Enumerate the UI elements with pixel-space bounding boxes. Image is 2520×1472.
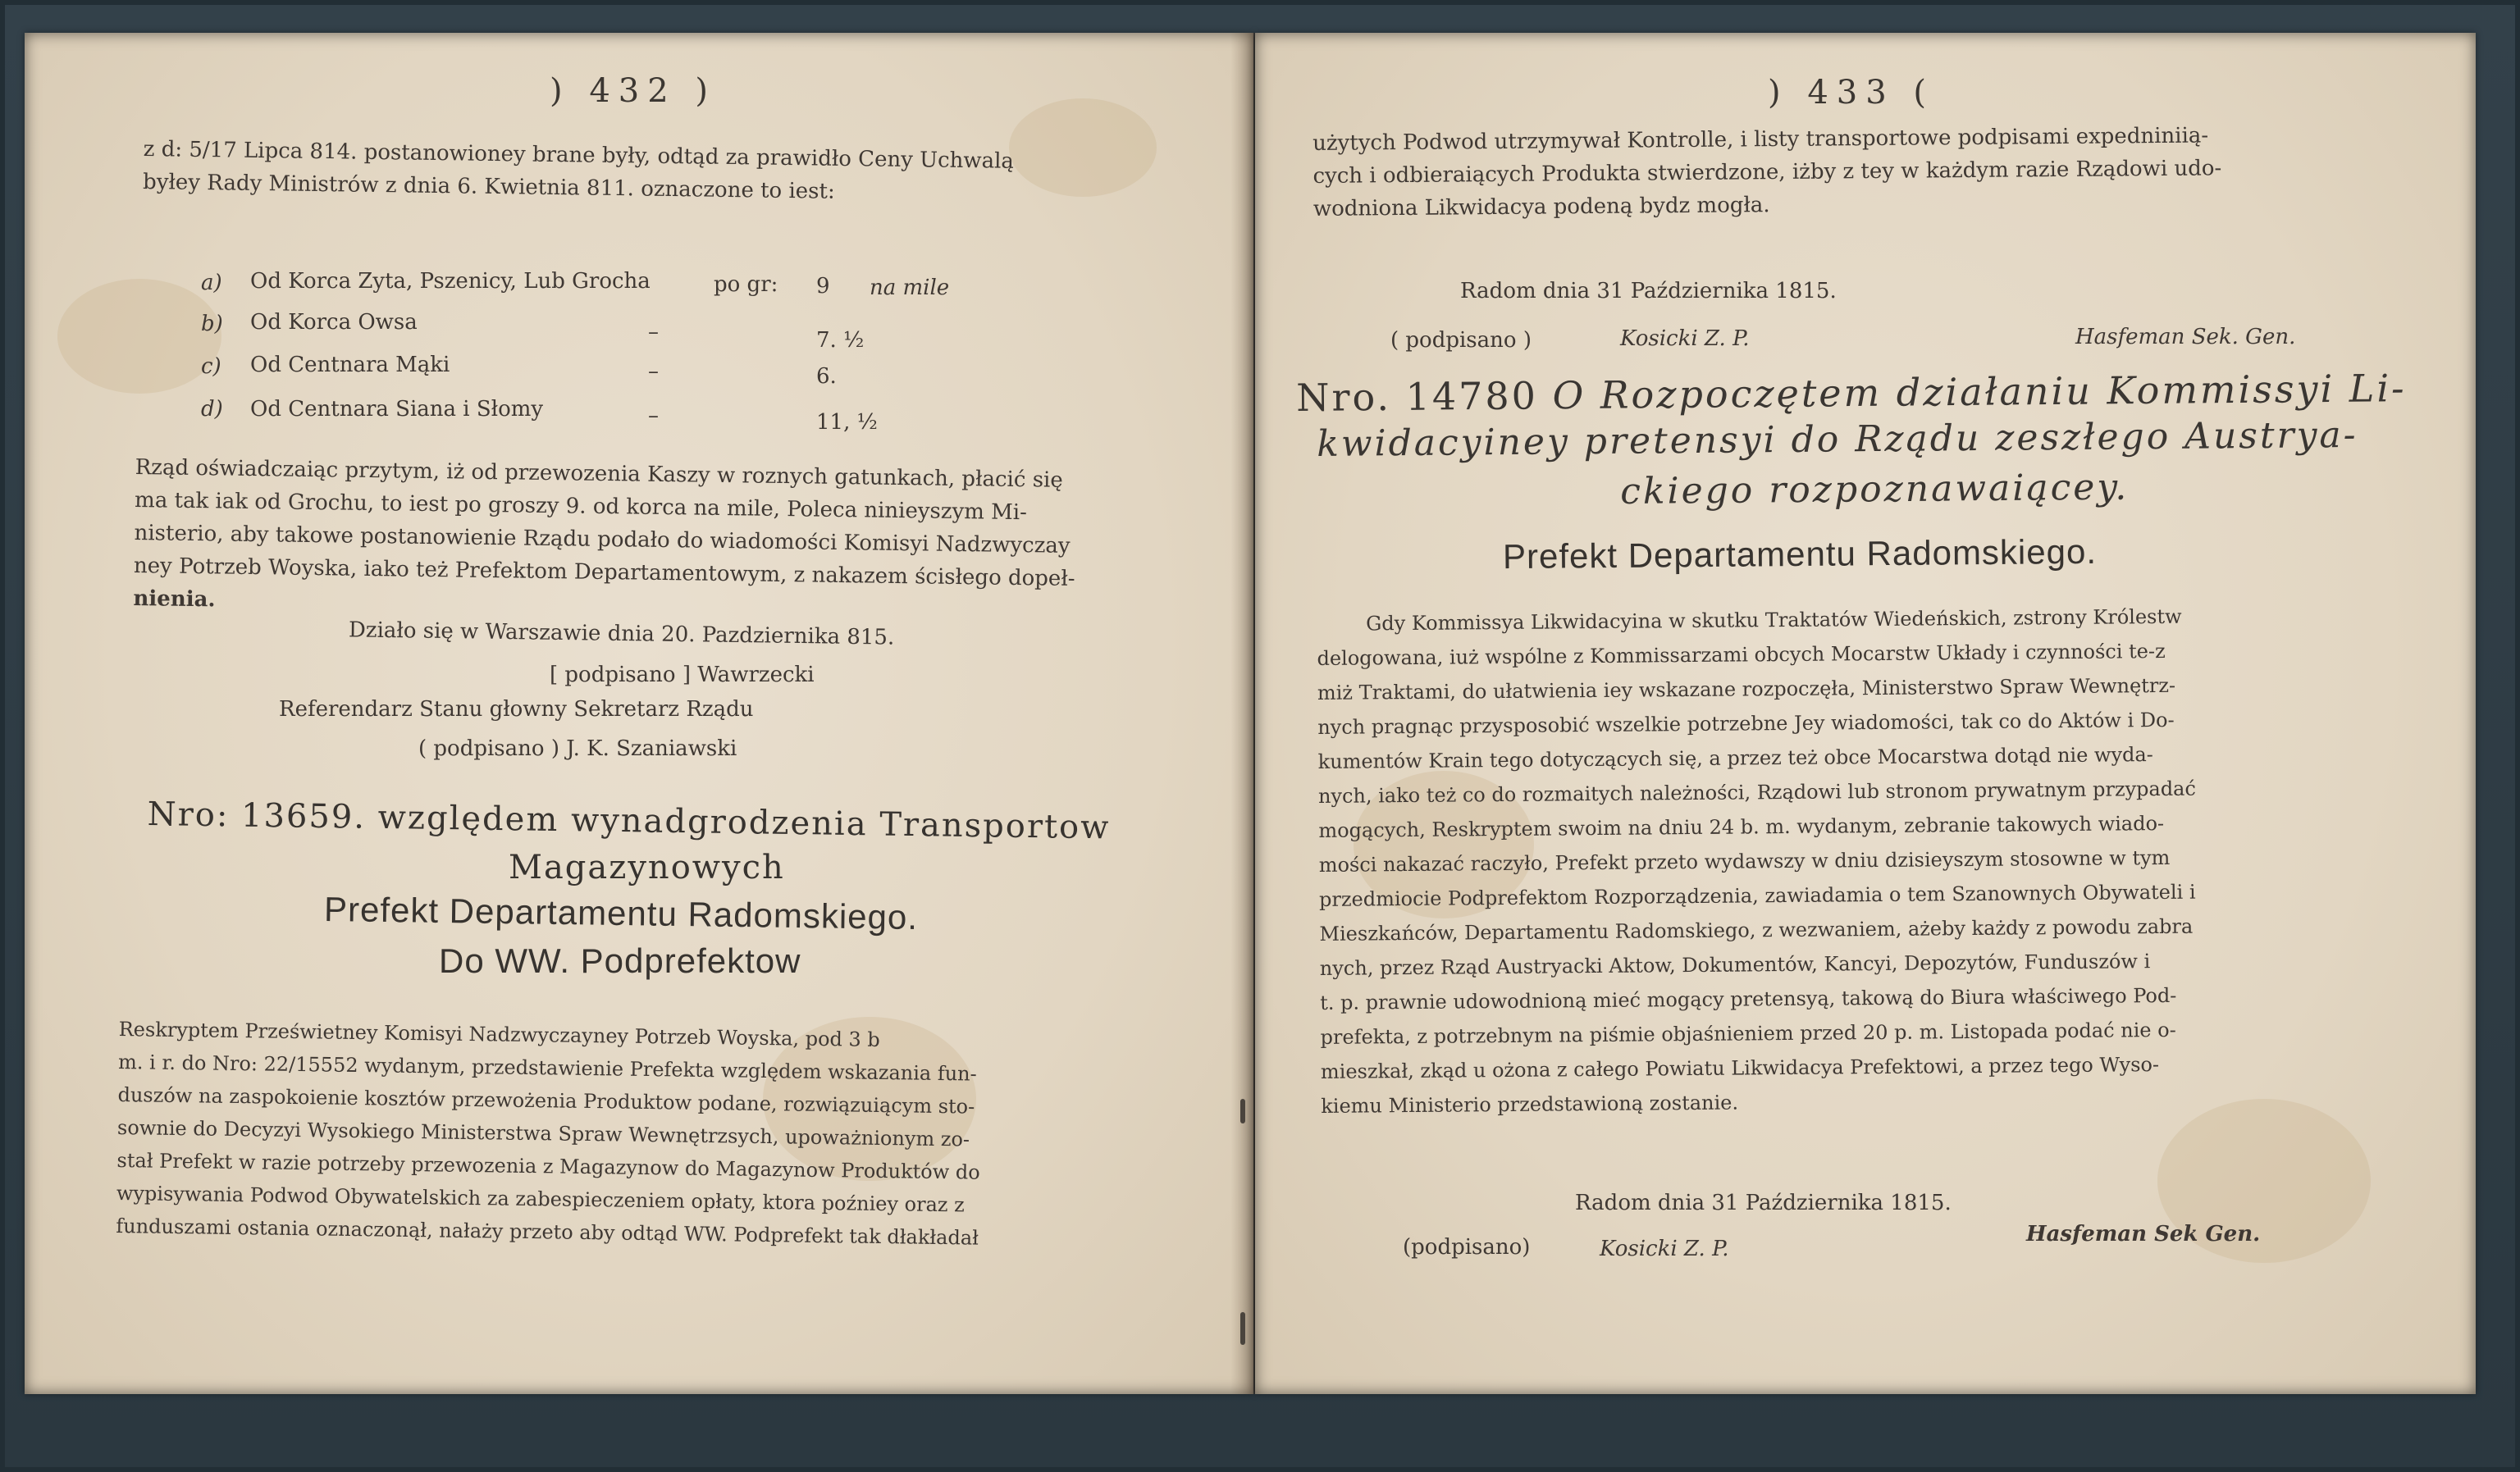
signed-label: ( podpisano ): [1390, 328, 1532, 353]
signature-line: [ podpisano ] Wawrzecki: [550, 663, 815, 687]
decree-line: stał Prefekt w razie potrzeby przewozenia z Magazynow do Magazynow Produktów do: [116, 1148, 980, 1184]
secretary-name: Hasfeman Sek. Gen.: [2075, 325, 2296, 349]
list-item: Od Centnara Siana i Słomy: [250, 397, 544, 422]
intro-line: użytych Podwod utrzymywał Kontrolle, i listy transportowe podpisami expedniniią-: [1312, 123, 2209, 156]
decree-line: funduszami ostania oznaczonął, nałaży przeto aby odtąd WW. Podprefekt tak dłakładał: [116, 1214, 979, 1250]
body-line: mogących, Reskryptem swoim na dniu 24 b. m. wydanym, zebranie takowych wiado-: [1318, 811, 2165, 842]
decree-line: nisterio, aby takowe postanowienie Rządu podało do wiadomości Komisyi Nadzwyczay: [134, 520, 1071, 558]
body-line: mości nakazać raczyło, Prefekt przeto wydawszy w dniu dzisieyszym stosowne w tym: [1318, 845, 2171, 877]
section-heading: [147, 795, 1110, 846]
decree-line: wypisywania Podwod Obywatelskich za zabespieczeniem opłaty, ktora poźniey oraz z: [116, 1181, 965, 1217]
decree-line: Reskryptem Prześwietney Komisyi Nadzwyczayney Potrzeb Woyska, pod 3 b: [118, 1017, 880, 1051]
decree-line: duszów na zaspokoienie kosztów przewożenia Produktow podane, rozwiązuiącym sto-: [117, 1082, 975, 1119]
signer-name: Kosicki Z. P.: [1620, 326, 1750, 351]
body-line: delogowana, iuż wspólne z Kommissarzami obcych Mocarstw Układy i czynności te-z: [1317, 639, 2166, 670]
heading-number: Nro: 13659.: [147, 795, 367, 836]
heading-continuation: Magazynowych: [509, 849, 785, 886]
second-decree: [116, 1013, 982, 1255]
heading-continuation: ckiego rozpoznawaiącey.: [1620, 466, 2130, 513]
body-line: nych, iako też co do rozmaitych należności, Rządowi lub stronom prywatnym przypadać: [1317, 777, 2196, 808]
body-line: kiemu Ministerio przedstawioną zostanie.: [1321, 1091, 1739, 1118]
list-unit: po gr:: [714, 272, 778, 297]
decree-line: nienia.: [133, 586, 216, 613]
body-line: przedmiocie Podprefektom Rozporządzenia, zawiadamia o tem Szanownych Obywateli i: [1318, 880, 2196, 911]
intro-paragraph: [1312, 119, 2222, 226]
body-line: nych pragnąc przysposobić wszelkie potrzebne Jey wiadomości, tak co do Aktów i Do-: [1317, 708, 2175, 739]
intro-line: byłey Rady Ministrów z dnia 6. Kwietnia 811. oznaczone to iest:: [142, 169, 835, 204]
decree-line: m. i r. do Nro: 22/15552 wydanym, przedstawienie Prefekta względem wskazania fun-: [117, 1050, 977, 1086]
body-line: Gdy Kommissya Likwidacyina w skutku Traktatów Wiedeńskich, zstrony Królestw: [1366, 604, 2182, 636]
section-heading: [1296, 366, 2407, 420]
list-item: Od Korca Zyta, Pszenicy, Lub Grocha: [250, 269, 651, 294]
decree-line: ney Potrzeb Woyska, iako też Prefektom Departamentowym, z nakazem ścisłego dopeł-: [133, 553, 1075, 592]
signed-label: (podpisano): [1403, 1235, 1531, 1260]
list-unit: –: [648, 320, 659, 344]
list-letter: b): [201, 312, 223, 336]
left-page: [25, 33, 1253, 1394]
heading-continuation: kwidacyiney pretensyi do Rządu zeszłego Austrya-: [1317, 413, 2358, 465]
decree-line: ma tak iak od Grochu, to iest po groszy 9. od korca na mile, Poleca ninieyszym Mi-: [134, 487, 1028, 526]
intro-line: cych i odbieraiących Produkta stwierdzone, iżby z tey w każdym razie Rządowi udo-: [1312, 156, 2222, 189]
closing-date: Radom dnia 31 Października 1815.: [1575, 1191, 1952, 1215]
dated-line: Działo się w Warszawie dnia 20. Pazdziernika 815.: [348, 618, 895, 650]
signer-name: Kosicki Z. P.: [1600, 1237, 1729, 1261]
intro-paragraph: [143, 133, 1014, 211]
list-suffix: na mile: [870, 276, 950, 300]
main-paragraph: [1317, 599, 2198, 1123]
list-letter: a): [201, 271, 222, 295]
addressee-heading: Do WW. Podprefektow: [439, 941, 801, 980]
body-line: miż Traktami, do ułatwienia iey wskazane rozpoczęła, Ministerstwo Spraw Wewnętrz-: [1317, 673, 2176, 704]
secretary-name: Hasfeman Sek Gen.: [2026, 1222, 2261, 1246]
spine-mark: [1240, 1312, 1245, 1345]
list-letter: c): [201, 354, 221, 379]
list-unit: –: [648, 403, 659, 428]
body-line: Mieszkańców, Departamentu Radomskiego, z wezwaniem, ażeby każdy z powodu zabra: [1319, 914, 2194, 946]
decree-paragraph: [133, 451, 1076, 628]
body-line: nych, przez Rząd Austryacki Aktow, Dokumentów, Kancyi, Depozytów, Funduszów i: [1319, 950, 2151, 980]
heading-text: O Rozpoczętem działaniu Kommissyi Li-: [1552, 366, 2407, 418]
spine-mark: [1240, 1099, 1245, 1123]
page-number: ) 432 ): [550, 72, 716, 110]
list-value: 6.: [816, 364, 837, 389]
right-page: [1255, 33, 2476, 1394]
signature-line-2: ( podpisano ) J. K. Szaniawski: [418, 736, 737, 761]
referendary-line: Referendarz Stanu głowny Sekretarz Rządu: [279, 697, 754, 722]
intro-line: wodniona Likwidacya podeną bydz mogła.: [1312, 193, 1770, 221]
list-item: Od Korca Owsa: [250, 310, 418, 335]
body-line: t. p. prawnie udowodnioną mieć mogący pretensyą, takową do Biura właściwego Pod-: [1320, 983, 2177, 1014]
list-letter: d): [201, 397, 223, 422]
dated-line: Radom dnia 31 Października 1815.: [1460, 279, 1837, 303]
intro-line: z d: 5/17 Lipca 814. postanowioney brane były, odtąd za prawidło Ceny Uchwalą: [143, 136, 1015, 174]
body-line: prefekta, z potrzebnym na piśmie objaśnieniem przed 20 p. m. Listopada podać nie o-: [1320, 1018, 2176, 1049]
heading-text: względem wynadgrodzenia Transportow: [377, 798, 1111, 847]
body-line: mieszkał, zkąd u ożona z całego Powiatu Likwidacya Prefektowi, a przez tego Wyso-: [1320, 1053, 2160, 1083]
list-item: Od Centnara Mąki: [250, 353, 450, 377]
list-value: 7. ½: [816, 328, 865, 353]
decree-line: Rząd oświadczaiąc przytym, iż od przewozenia Kaszy w roznych gatunkach, płacić się: [135, 454, 1063, 493]
list-value: 11, ½: [816, 410, 878, 435]
prefekt-heading: Prefekt Departamentu Radomskiego.: [1502, 531, 2098, 576]
prefekt-heading: Prefekt Departamentu Radomskiego.: [323, 889, 919, 937]
list-value: 9: [816, 274, 830, 299]
list-unit: –: [648, 359, 659, 384]
page-number: ) 433 (: [1768, 74, 1934, 112]
body-line: kumentów Krain tego dotyczących się, a przez też obce Mocarstwa dotąd nie wyda-: [1317, 743, 2153, 773]
heading-number: Nro. 14780: [1296, 373, 1539, 420]
decree-line: sownie do Decyzyi Wysokiego Ministerstwa Spraw Wewnętrzsych, upoważnionym zo-: [116, 1115, 970, 1151]
